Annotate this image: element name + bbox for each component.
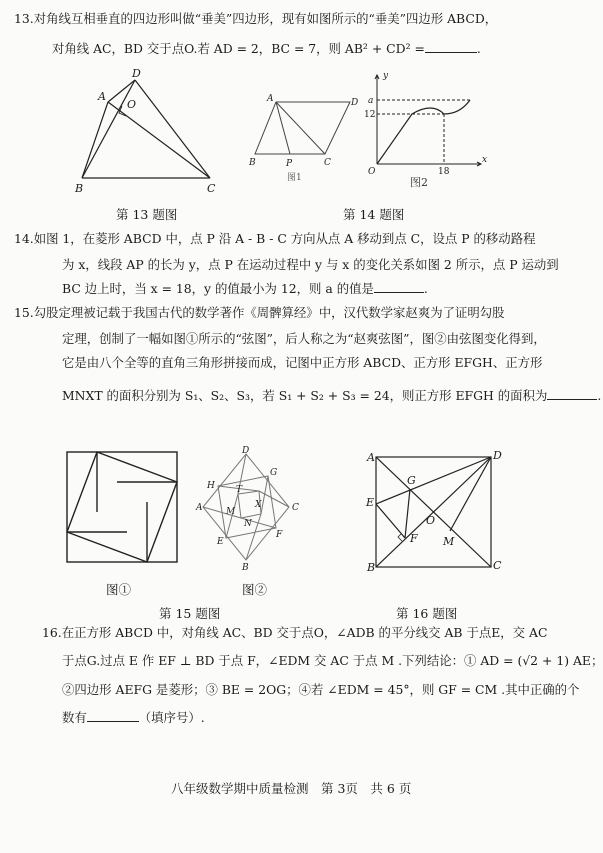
fig14-label-c: C (324, 158, 331, 168)
fig16-label-o: O (426, 514, 436, 527)
fig15-label-t: T (236, 485, 243, 495)
fig16-seg-fg (405, 489, 410, 538)
fig14-caption-2: 图2 (410, 176, 428, 189)
fig16-label-b: B (367, 561, 376, 574)
fig16-seg-ef (376, 504, 405, 538)
fig16-seg-dm (450, 457, 491, 531)
fig16-label-d: D (493, 449, 502, 462)
q13-line2: 对角线 AC，BD 交于点O.若 AD = 2，BC = 7，则 AB² + CD² = . (52, 41, 481, 56)
q16-line2: 于点G.过点 E 作 EF ⊥ BD 于点 F，∠EDM 交 AC 于点 M .下列结论：① AD = (√2 + 1) AE； (62, 653, 603, 668)
fig15-label-e: E (217, 537, 224, 547)
q13-answer-blank (425, 41, 477, 53)
fig13-label-a: A (98, 90, 106, 103)
fig16-right-angle-mark (398, 534, 402, 541)
caption-fig15-1: 图① (106, 582, 132, 597)
fig15-label-d: D (242, 446, 250, 456)
fig15-label-a: A (196, 503, 203, 513)
fig14-tick-a: a (368, 96, 374, 106)
q16-line1: 16.在正方形 ABCD 中，对角线 AC、BD 交于点O，∠ADB 的平分线交 AB 于点E，交 AC (42, 625, 548, 640)
q16-line4: 数有 （填序号）. (62, 710, 205, 725)
fig15-label-g: G (270, 468, 278, 478)
fig15-inner-square (67, 452, 177, 562)
caption-fig13: 第 13 题图 (116, 207, 178, 222)
fig13-diagonal-ac (108, 102, 210, 178)
fig15-seg-4 (203, 507, 241, 518)
fig14-axis-y-label: y (383, 71, 389, 81)
fig16-bisector-de (376, 457, 491, 504)
fig16-label-e: E (366, 496, 375, 509)
fig15-label-f: F (276, 530, 283, 540)
q14-line3: BC 边上时，当 x = 18，y 的值最小为 12，则 a 的值是 . (62, 281, 428, 296)
q13-line1: 13.对角线互相垂直的四边形叫做“垂美”四边形，现有如图所示的“垂美”四边形 ABCD， (14, 11, 498, 26)
q16-line3: ②四边形 AEFG 是菱形；③ BE = 2OG；④若 ∠EDM = 45°，则 GF = CM .其中正确的个 (62, 682, 580, 697)
fig16-label-a: A (367, 451, 375, 464)
fig14-axis-x-label: x (482, 155, 488, 165)
q14-line1: 14.如图 1，在菱形 ABCD 中，点 P 沿 A - B - C 方向从点 A 移动到点 C，设点 P 的移动路程 (14, 231, 536, 246)
fig14-origin: O (368, 167, 376, 177)
q16-answer-blank (87, 710, 139, 722)
fig16-label-m: M (443, 535, 455, 548)
figure-15-2 (196, 444, 306, 574)
figure-15-1 (62, 447, 182, 567)
q15-line3: 它是由八个全等的直角三角形拼接而成，记图中正方形 ABCD、正方形 EFGH、正方形 (62, 355, 543, 370)
fig14-label-d: D (351, 98, 359, 108)
q14-line2: 为 x，线段 AP 的长为 y，点 P 在运动过程中 y 与 x 的变化关系如图 2 所示，点 P 运动到 (62, 257, 559, 272)
fig16-label-c: C (493, 559, 502, 572)
fig13-edge-ab (82, 102, 108, 178)
q15-line2: 定理，创制了一幅如图①所示的“弦图”，后人称之为“赵爽弦图”，图②由弦图变化得到， (62, 331, 546, 346)
fig16-label-g: G (407, 474, 416, 487)
figure-14-1 (243, 88, 363, 184)
fig14-label-a: A (267, 94, 274, 104)
q13-line2-text: 对角线 AC，BD 交于点O.若 AD = 2，BC = 7，则 AB² + CD² = (52, 41, 425, 56)
fig15-label-b: B (242, 563, 249, 573)
fig14-tick-12: 12 (364, 110, 376, 120)
q14-answer-blank (374, 281, 424, 293)
fig14-curve (377, 100, 470, 164)
caption-fig14: 第 14 题图 (343, 207, 405, 222)
fig15-outer-square (67, 452, 177, 562)
fig16-label-f: F (410, 532, 418, 545)
fig14-label-b: B (249, 158, 256, 168)
fig14-label-p: P (286, 159, 293, 169)
fig15-label-m: M (226, 507, 236, 517)
fig13-diagonal-bd (82, 80, 135, 178)
fig15-label-x: X (255, 500, 262, 510)
fig13-label-d: D (132, 67, 141, 80)
page-footer: 八年级数学期中质量检测 第 3页 共 6 页 (171, 781, 412, 796)
fig13-label-c: C (207, 182, 216, 195)
fig15-label-c: C (292, 503, 299, 513)
fig13-edge-dc (135, 80, 210, 178)
q15-line1: 15.勾股定理被记载于我国古代的数学著作《周髀算经》中，汉代数学家赵爽为了证明勾股 (14, 305, 505, 320)
fig13-label-o: O (127, 98, 137, 111)
figure-13 (70, 62, 230, 202)
fig15-label-n: N (244, 519, 252, 529)
fig14-caption-1: 图1 (287, 173, 302, 183)
figure-14-2 (362, 66, 492, 190)
fig14-rhombus (255, 102, 350, 154)
fig15-label-h: H (207, 481, 215, 491)
caption-fig15: 第 15 题图 (159, 606, 221, 621)
q15-line4: MNXT 的面积分别为 S₁、S₂、S₃，若 S₁ + S₂ + S₃ = 24，则正方形 EFGH 的面积为 . (62, 388, 602, 403)
caption-fig15-2: 图② (242, 582, 268, 597)
fig14-tick-18: 18 (438, 167, 450, 177)
fig13-label-b: B (75, 182, 84, 195)
q15-answer-blank (547, 388, 597, 400)
figure-16 (364, 449, 514, 574)
caption-fig16: 第 16 题图 (396, 606, 458, 621)
